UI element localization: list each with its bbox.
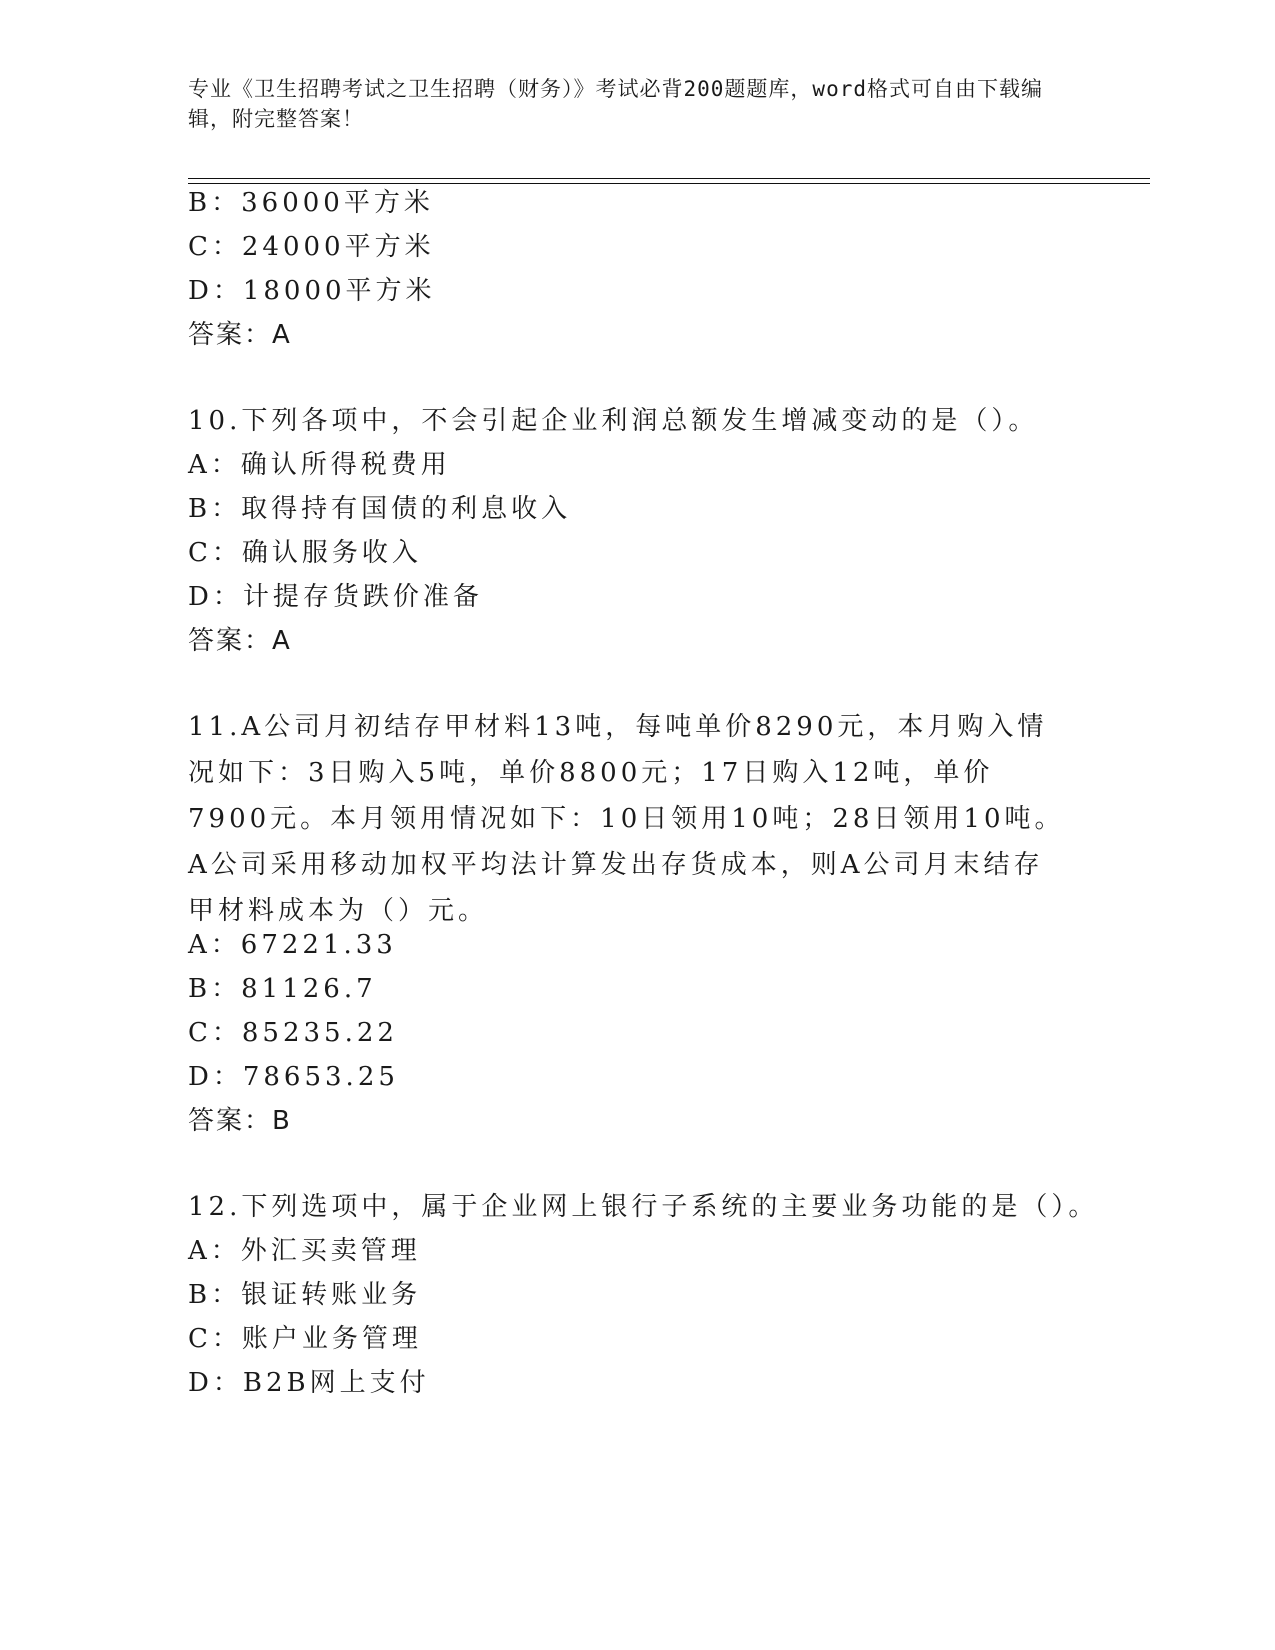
q9-option-c: C：24000平方米 <box>188 232 435 262</box>
q9-option-d: D：18000平方米 <box>188 276 436 306</box>
q12-option-a: A：外汇买卖管理 <box>188 1236 421 1266</box>
q11-option-a: A：67221.33 <box>188 930 397 960</box>
q11-option-c: C：85235.22 <box>188 1018 398 1048</box>
q11-option-b: B：81126.7 <box>188 974 377 1004</box>
q9-answer: 答案：A <box>188 320 292 350</box>
header-divider-bottom <box>188 183 1150 184</box>
header-divider-top <box>188 178 1150 179</box>
q10-option-d: D：计提存货跌价准备 <box>188 582 483 612</box>
q10-answer: 答案：A <box>188 626 292 656</box>
q12-option-d: D：B2B网上支付 <box>188 1368 430 1398</box>
q12-stem: 12.下列选项中，属于企业网上银行子系统的主要业务功能的是（）。 <box>188 1192 1099 1222</box>
q10-option-a: A：确认所得税费用 <box>188 450 451 480</box>
q11-answer: 答案：B <box>188 1106 292 1136</box>
q10-stem: 10.下列各项中，不会引起企业利润总额发生增减变动的是（）。 <box>188 406 1039 436</box>
q11-stem: 11.A公司月初结存甲材料13吨，每吨单价8290元，本月购入情况如下：3日购入5吨，单价8800元；17日购入12吨，单价7900元。本月领用情况如下：10日领用10吨；28日领用10吨。A公司采用移动加权平均法计算发出存货成本，则A公司月末结存甲材料成本为（）元。 <box>188 712 1065 926</box>
q10-option-c: C：确认服务收入 <box>188 538 422 568</box>
q11-option-d: D：78653.25 <box>188 1062 399 1092</box>
document-header: 专业《卫生招聘考试之卫生招聘（财务）》考试必背200题题库，word格式可自由下载编辑，附完整答案！ <box>188 77 1043 131</box>
q10-option-b: B：取得持有国债的利息收入 <box>188 494 572 524</box>
q12-option-c: C：账户业务管理 <box>188 1324 422 1354</box>
q12-option-b: B：银证转账业务 <box>188 1280 422 1310</box>
q9-option-b: B：36000平方米 <box>188 188 434 218</box>
